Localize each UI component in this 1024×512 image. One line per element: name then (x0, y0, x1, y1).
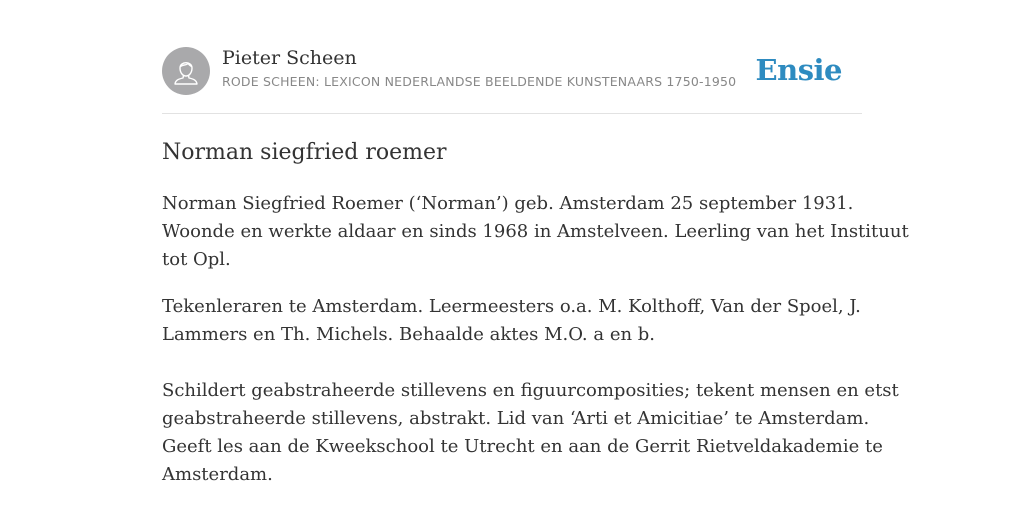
paragraph-line: Woonde en werkte aldaar en sinds 1968 in Amstelveen. Leerling van het Instituut (162, 221, 909, 242)
ensie-logo[interactable]: Ensie (755, 53, 842, 87)
header-divider (162, 113, 862, 114)
article-title: Norman siegfried roemer (162, 140, 447, 165)
author-name[interactable]: Pieter Scheen (222, 47, 357, 69)
paragraph (162, 293, 867, 349)
paragraph-line: Geeft les aan de Kweekschool te Utrecht en aan de Gerrit Rietveldakademie te (162, 436, 883, 457)
paragraph-line: tot Opl. (162, 249, 231, 270)
paragraph-line: geabstraheerde stillevens, abstrakt. Lid van ‘Arti et Amicitiae’ te Amsterdam. (162, 408, 870, 429)
user-silhouette-icon (162, 47, 210, 95)
article-body (162, 190, 909, 508)
paragraph-line: Norman Siegfried Roemer (‘Norman’) geb. Amsterdam 25 september 1931. (162, 193, 854, 214)
paragraph-line: Schildert geabstraheerde stillevens en figuurcomposities; tekent mensen en etst (162, 380, 899, 401)
paragraph (162, 377, 899, 489)
paragraph (162, 190, 909, 274)
paragraph-line: Lammers en Th. Michels. Behaalde aktes M.O. a en b. (162, 324, 656, 345)
source-publication[interactable]: RODE SCHEEN: LEXICON NEDERLANDSE BEELDENDE KUNSTENAARS 1750-1950 (222, 74, 737, 89)
author-avatar[interactable] (162, 47, 210, 95)
paragraph-line: Tekenleraren te Amsterdam. Leermeesters o.a. M. Kolthoff, Van der Spoel, J. (162, 296, 861, 317)
author-header (162, 46, 862, 96)
paragraph-line: Amsterdam. (162, 464, 273, 485)
